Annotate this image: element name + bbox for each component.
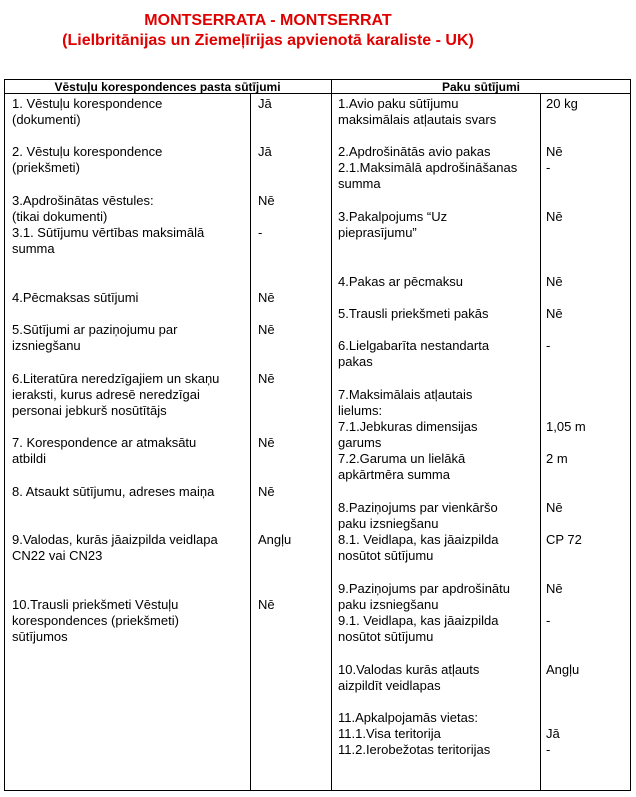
right-item-3-label: 3.Pakalpojums “Uz pieprasījumu” [338,209,448,240]
left-item-7-label: 7. Korespondence ar atmaksātu atbildi [12,435,197,466]
left-item-10-label: 10.Trausli priekšmeti Vēstuļu korespondences (priekšmeti) sūtījumos [12,597,179,644]
right-item-11-1-value: Jā [546,726,560,741]
right-item-7-2-label: 7.2.Garuma un lielākā apkārtmēra summa [338,451,466,482]
right-item-6-value: - [546,338,551,353]
right-item-11-2-label: 11.2.Ierobežotas teritorijas [338,742,491,757]
left-item-6-label: 6.Literatūra neredzīgajiem un skaņu ieraksti, kurus adresē neredzīgai personai jebkurš nosūtītājs [12,371,220,418]
right-item-7-label: 7.Maksimālais atļautais lielums: [338,387,473,418]
right-item-1-label: 1.Avio paku sūtījumu maksimālais atļautais svars [338,96,497,127]
right-item-5-value: Nē [546,306,563,321]
left-item-6-value: Nē [258,371,275,386]
right-value-divider [540,93,541,791]
right-item-7-1-label: 7.1.Jebkuras dimensijas garums [338,419,478,450]
left-item-7-value: Nē [258,435,275,450]
right-item-5-label: 5.Trausli priekšmeti pakās [338,306,489,321]
right-item-4-label: 4.Pakas ar pēcmaksu [338,274,464,289]
left-item-1-label: 1. Vēstuļu korespondence (dokumenti) [12,96,163,127]
left-value-divider [250,93,251,791]
left-item-2-label: 2. Vēstuļu korespondence (priekšmeti) [12,144,163,175]
right-item-2-1-value: - [546,160,551,175]
right-item-8-label: 8.Paziņojums par vienkāršo paku izsniegšanu [338,500,498,531]
left-item-5-label: 5.Sūtījumi ar paziņojumu par izsniegšanu [12,322,178,353]
right-item-4-value: Nē [546,274,563,289]
right-item-7-2-value: 2 m [546,451,568,466]
document-title: MONTSERRATA - MONTSERRAT [144,12,392,29]
left-item-3-label: 3.Apdrošinātas vēstules: (tikai dokumenti) [12,193,154,224]
left-item-4-label: 4.Pēcmaksas sūtījumi [12,290,139,305]
document-subtitle: (Lielbritānijas un Ziemeļīrijas apvienotā karaliste - UK) [62,32,474,49]
left-item-9-label: 9.Valodas, kurās jāaizpilda veidlapa CN22 vai CN23 [12,532,218,563]
right-item-10-label: 10.Valodas kurās atļauts aizpildīt veidlapas [338,662,480,693]
left-item-8-value: Nē [258,484,275,499]
right-item-8-value: Nē [546,500,563,515]
left-item-8-label: 8. Atsaukt sūtījumu, adreses maiņa [12,484,215,499]
left-item-1-value: Jā [258,96,272,111]
right-item-8-1-label: 8.1. Veidlapa, kas jāaizpilda nosūtot sūtījumu [338,532,499,563]
right-item-2-1-label: 2.1.Maksimālā apdrošināšanas summa [338,160,518,191]
left-item-3-value: Nē [258,193,275,208]
left-item-5-value: Nē [258,322,275,337]
right-item-2-value: Nē [546,144,563,159]
right-item-8-1-value: CP 72 [546,532,582,547]
left-item-10-value: Nē [258,597,275,612]
right-item-1-value: 20 kg [546,96,578,111]
right-item-9-1-label: 9.1. Veidlapa, kas jāaizpilda nosūtot sūtījumu [338,613,499,644]
right-item-11-label: 11.Apkalpojamās vietas: [338,710,478,725]
center-divider [331,79,332,791]
right-item-11-2-value: - [546,742,551,757]
left-item-3-1-label: 3.1. Sūtījumu vērtības maksimālā summa [12,225,205,256]
left-item-9-value: Angļu [258,532,292,547]
right-item-7-1-value: 1,05 m [546,419,586,434]
right-item-9-1-value: - [546,613,551,628]
right-item-9-value: Nē [546,581,563,596]
right-item-2-label: 2.Apdrošinātās avio pakas [338,144,491,159]
right-item-10-value: Angļu [546,662,580,677]
right-item-11-1-label: 11.1.Visa teritorija [338,726,441,741]
right-item-6-label: 6.Lielgabarīta nestandarta pakas [338,338,490,369]
left-item-2-value: Jā [258,144,272,159]
left-item-4-value: Nē [258,290,275,305]
left-item-3-1-value: - [258,225,263,240]
right-item-3-value: Nē [546,209,563,224]
right-column-header: Paku sūtījumi [441,80,521,94]
left-column-header: Vēstuļu korespondences pasta sūtījumi [54,80,281,94]
right-item-9-label: 9.Paziņojums par apdrošinātu paku izsniegšanu [338,581,510,612]
